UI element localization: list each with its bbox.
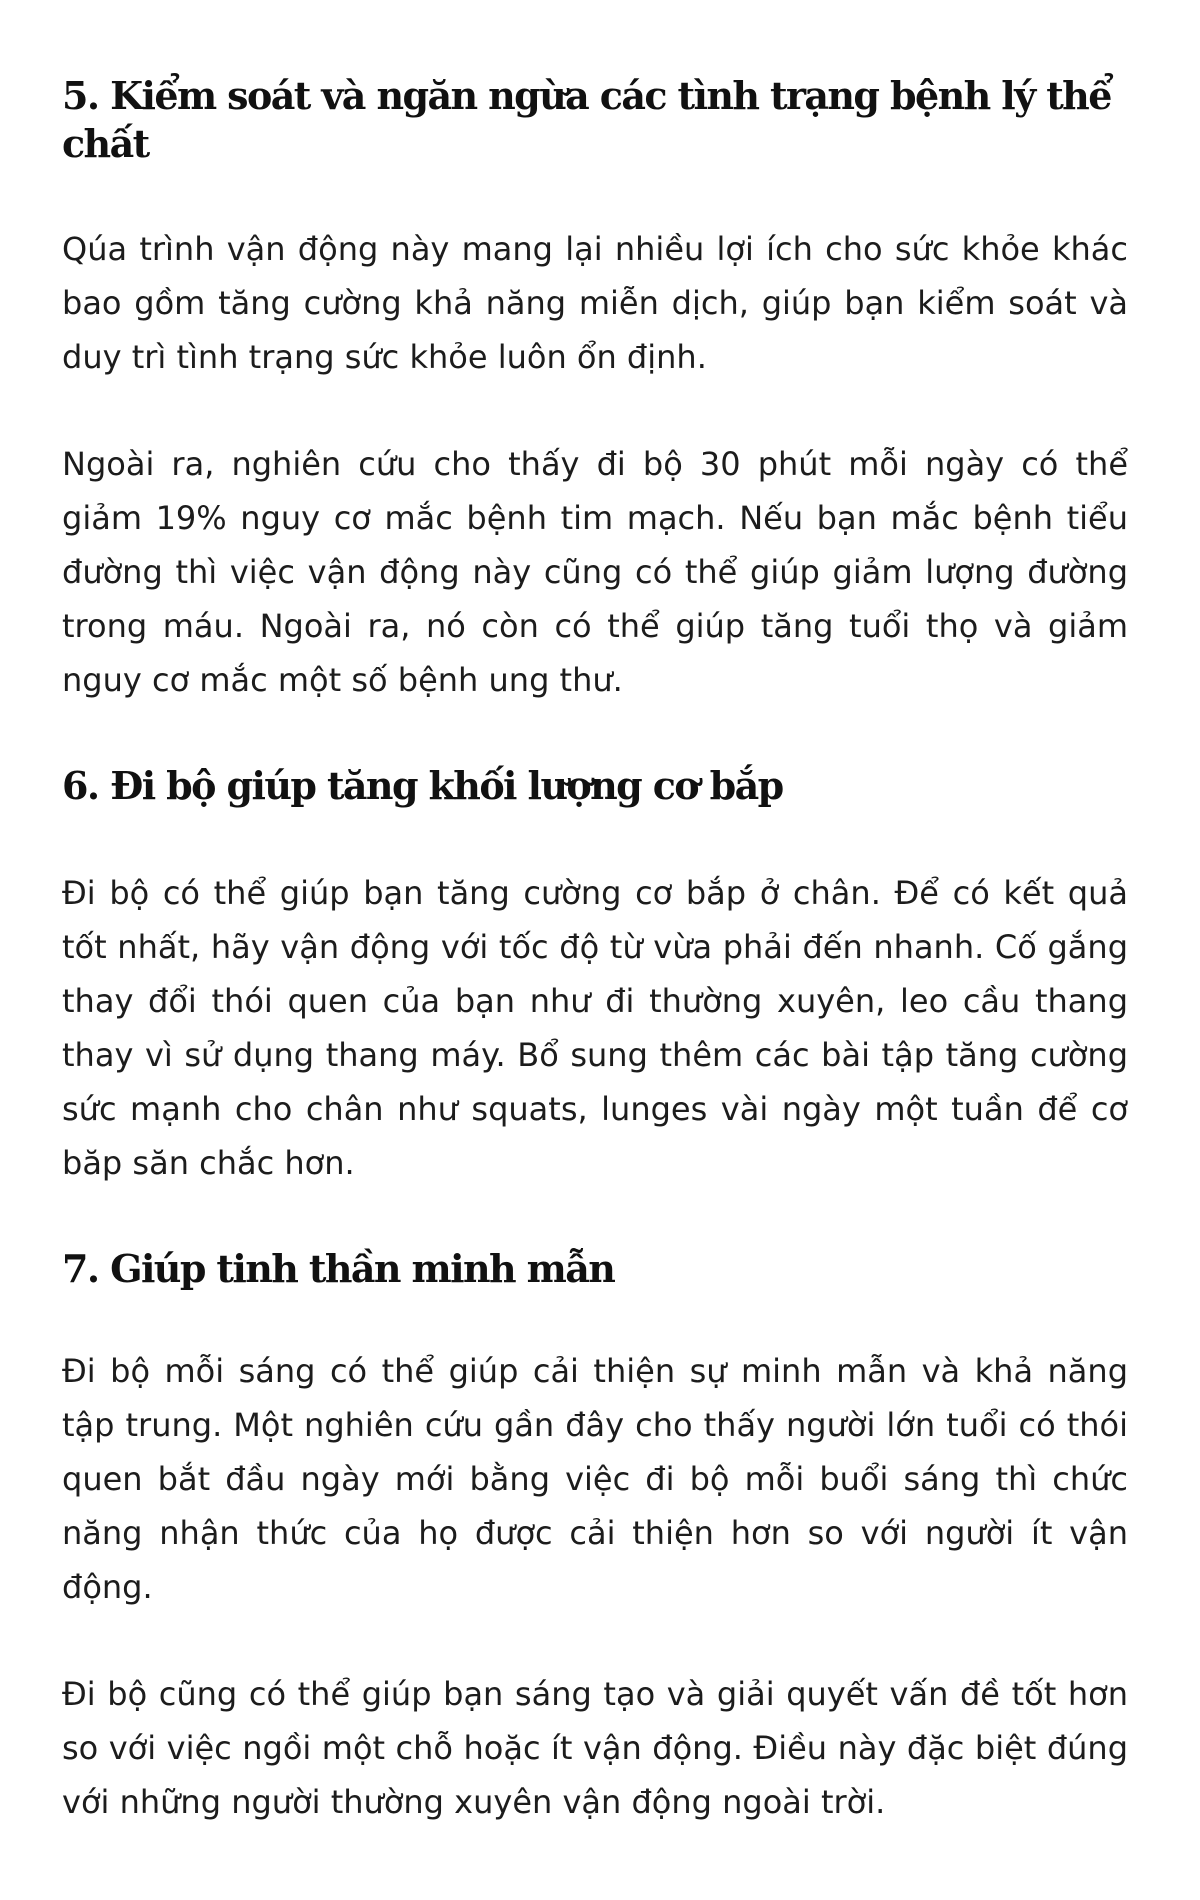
section-7-paragraph-2: Đi bộ cũng có thể giúp bạn sáng tạo và giải quyết vấn đề tốt hơn so với việc ngồi một chỗ hoặc ít vận động. Điều này đặc biệt đúng với những người thường xuyên vận động ngoài trời. xyxy=(62,1675,1128,1821)
section-heading-5: 5. Kiểm soát và ngăn ngừa các tình trạng bệnh lý thể chất xyxy=(62,73,1111,166)
section-5-paragraph-1: Qúa trình vận động này mang lại nhiều lợi ích cho sức khỏe khác bao gồm tăng cường khả năng miễn dịch, giúp bạn kiểm soát và duy trì tình trạng sức khỏe luôn ổn định. xyxy=(62,230,1128,376)
section-6-paragraph-1: Đi bộ có thể giúp bạn tăng cường cơ bắp ở chân. Để có kết quả tốt nhất, hãy vận động với tốc độ từ vừa phải đến nhanh. Cố gắng thay đổi thói quen của bạn như đi thường xuyên, leo cầu thang thay vì sử dụng thang máy. Bổ sung thêm các bài tập tăng cường sức mạnh cho chân như squats, lunges vài ngày một tuần để cơ băp săn chắc hơn. xyxy=(62,873,1128,1182)
section-heading-7: 7. Giúp tinh thần minh mẫn xyxy=(62,1245,615,1291)
section-heading-6: 6. Đi bộ giúp tăng khối lượng cơ bắp xyxy=(62,763,783,808)
section-5-paragraph-2: Ngoài ra, nghiên cứu cho thấy đi bộ 30 phút mỗi ngày có thể giảm 19% nguy cơ mắc bệnh tim mạch. Nếu bạn mắc bệnh tiểu đường thì việc vận động này cũng có thể giúp giảm lượng đường trong máu. Ngoài ra, nó còn có thể giúp tăng tuổi thọ và giảm nguy cơ mắc một số bệnh ung thư. xyxy=(62,445,1128,699)
section-7-paragraph-1: Đi bộ mỗi sáng có thể giúp cải thiện sự minh mẫn và khả năng tập trung. Một nghiên cứu gần đây cho thấy người lớn tuổi có thói quen bắt đầu ngày mới bằng việc đi bộ mỗi buổi sáng thì chức năng nhận thức của họ được cải thiện hơn so với người ít vận động. xyxy=(62,1352,1128,1606)
